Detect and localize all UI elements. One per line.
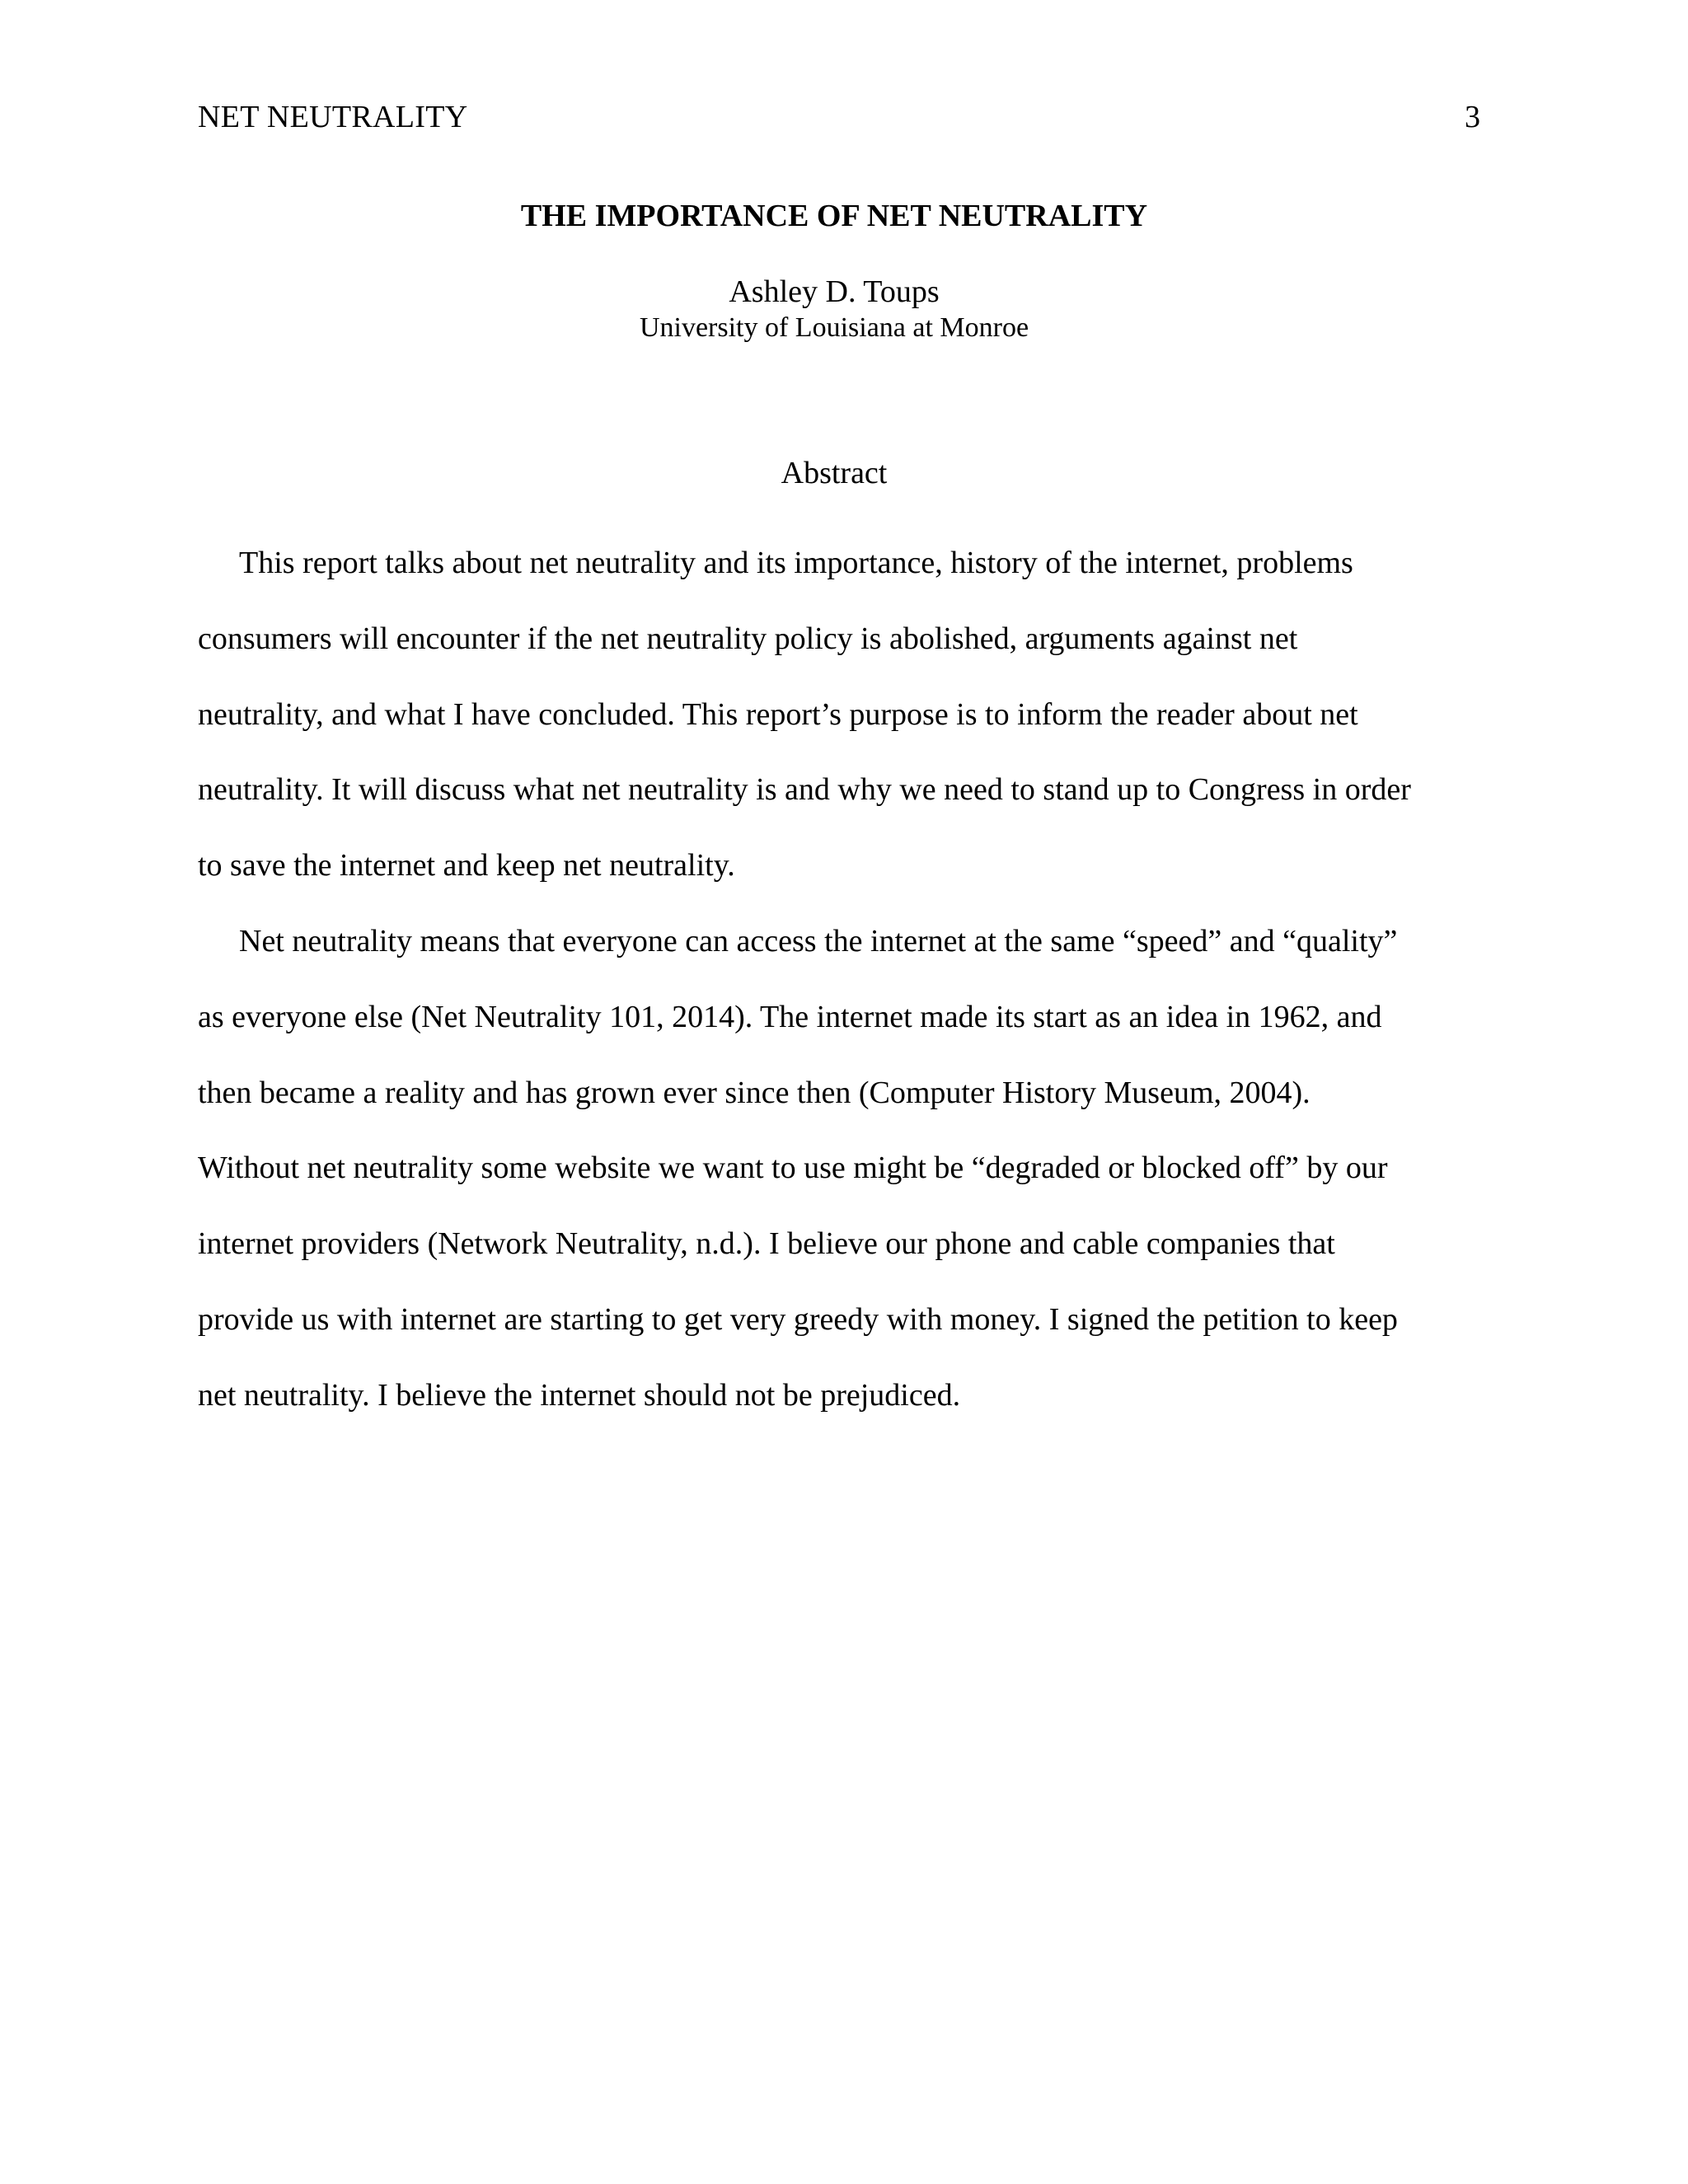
paragraph-line: as everyone else (Net Neutrality 101, 2014). The internet made its start as an idea in 1962, and: [198, 999, 1382, 1034]
paragraph-line: neutrality. It will discuss what net neutrality is and why we need to stand up to Congress in order: [198, 772, 1411, 808]
paragraph-line: neutrality, and what I have concluded. This report’s purpose is to inform the reader about net: [198, 696, 1358, 732]
page-number: 3: [1465, 100, 1480, 134]
running-head: NET NEUTRALITY: [198, 100, 468, 134]
paragraph-line: to save the internet and keep net neutrality.: [198, 848, 735, 883]
abstract-body: [198, 526, 1484, 1434]
author-affiliation: University of Louisiana at Monroe: [639, 312, 1029, 343]
paragraph-line: Net neutrality means that everyone can access the internet at the same “speed” and “quality”: [239, 923, 1398, 958]
paragraph-line: then became a reality and has grown ever since then (Computer History Museum, 2004).: [198, 1075, 1311, 1110]
paragraph-line: This report talks about net neutrality and its importance, history of the internet, problems: [239, 546, 1353, 580]
abstract-heading: Abstract: [781, 456, 888, 490]
paragraph-line: consumers will encounter if the net neutrality policy is abolished, arguments against net: [198, 621, 1298, 656]
paragraph-line: Without net neutrality some website we want to use might be “degraded or blocked off” by our: [198, 1151, 1388, 1186]
paragraph-line: net neutrality. I believe the internet should not be prejudiced.: [198, 1377, 961, 1413]
paragraph-line: internet providers (Network Neutrality, n.d.). I believe our phone and cable companies that: [198, 1226, 1335, 1262]
paragraph-line: provide us with internet are starting to get very greedy with money. I signed the petition to keep: [198, 1301, 1398, 1337]
author-name: Ashley D. Toups: [729, 274, 940, 309]
paper-title: THE IMPORTANCE OF NET NEUTRALITY: [520, 199, 1148, 233]
